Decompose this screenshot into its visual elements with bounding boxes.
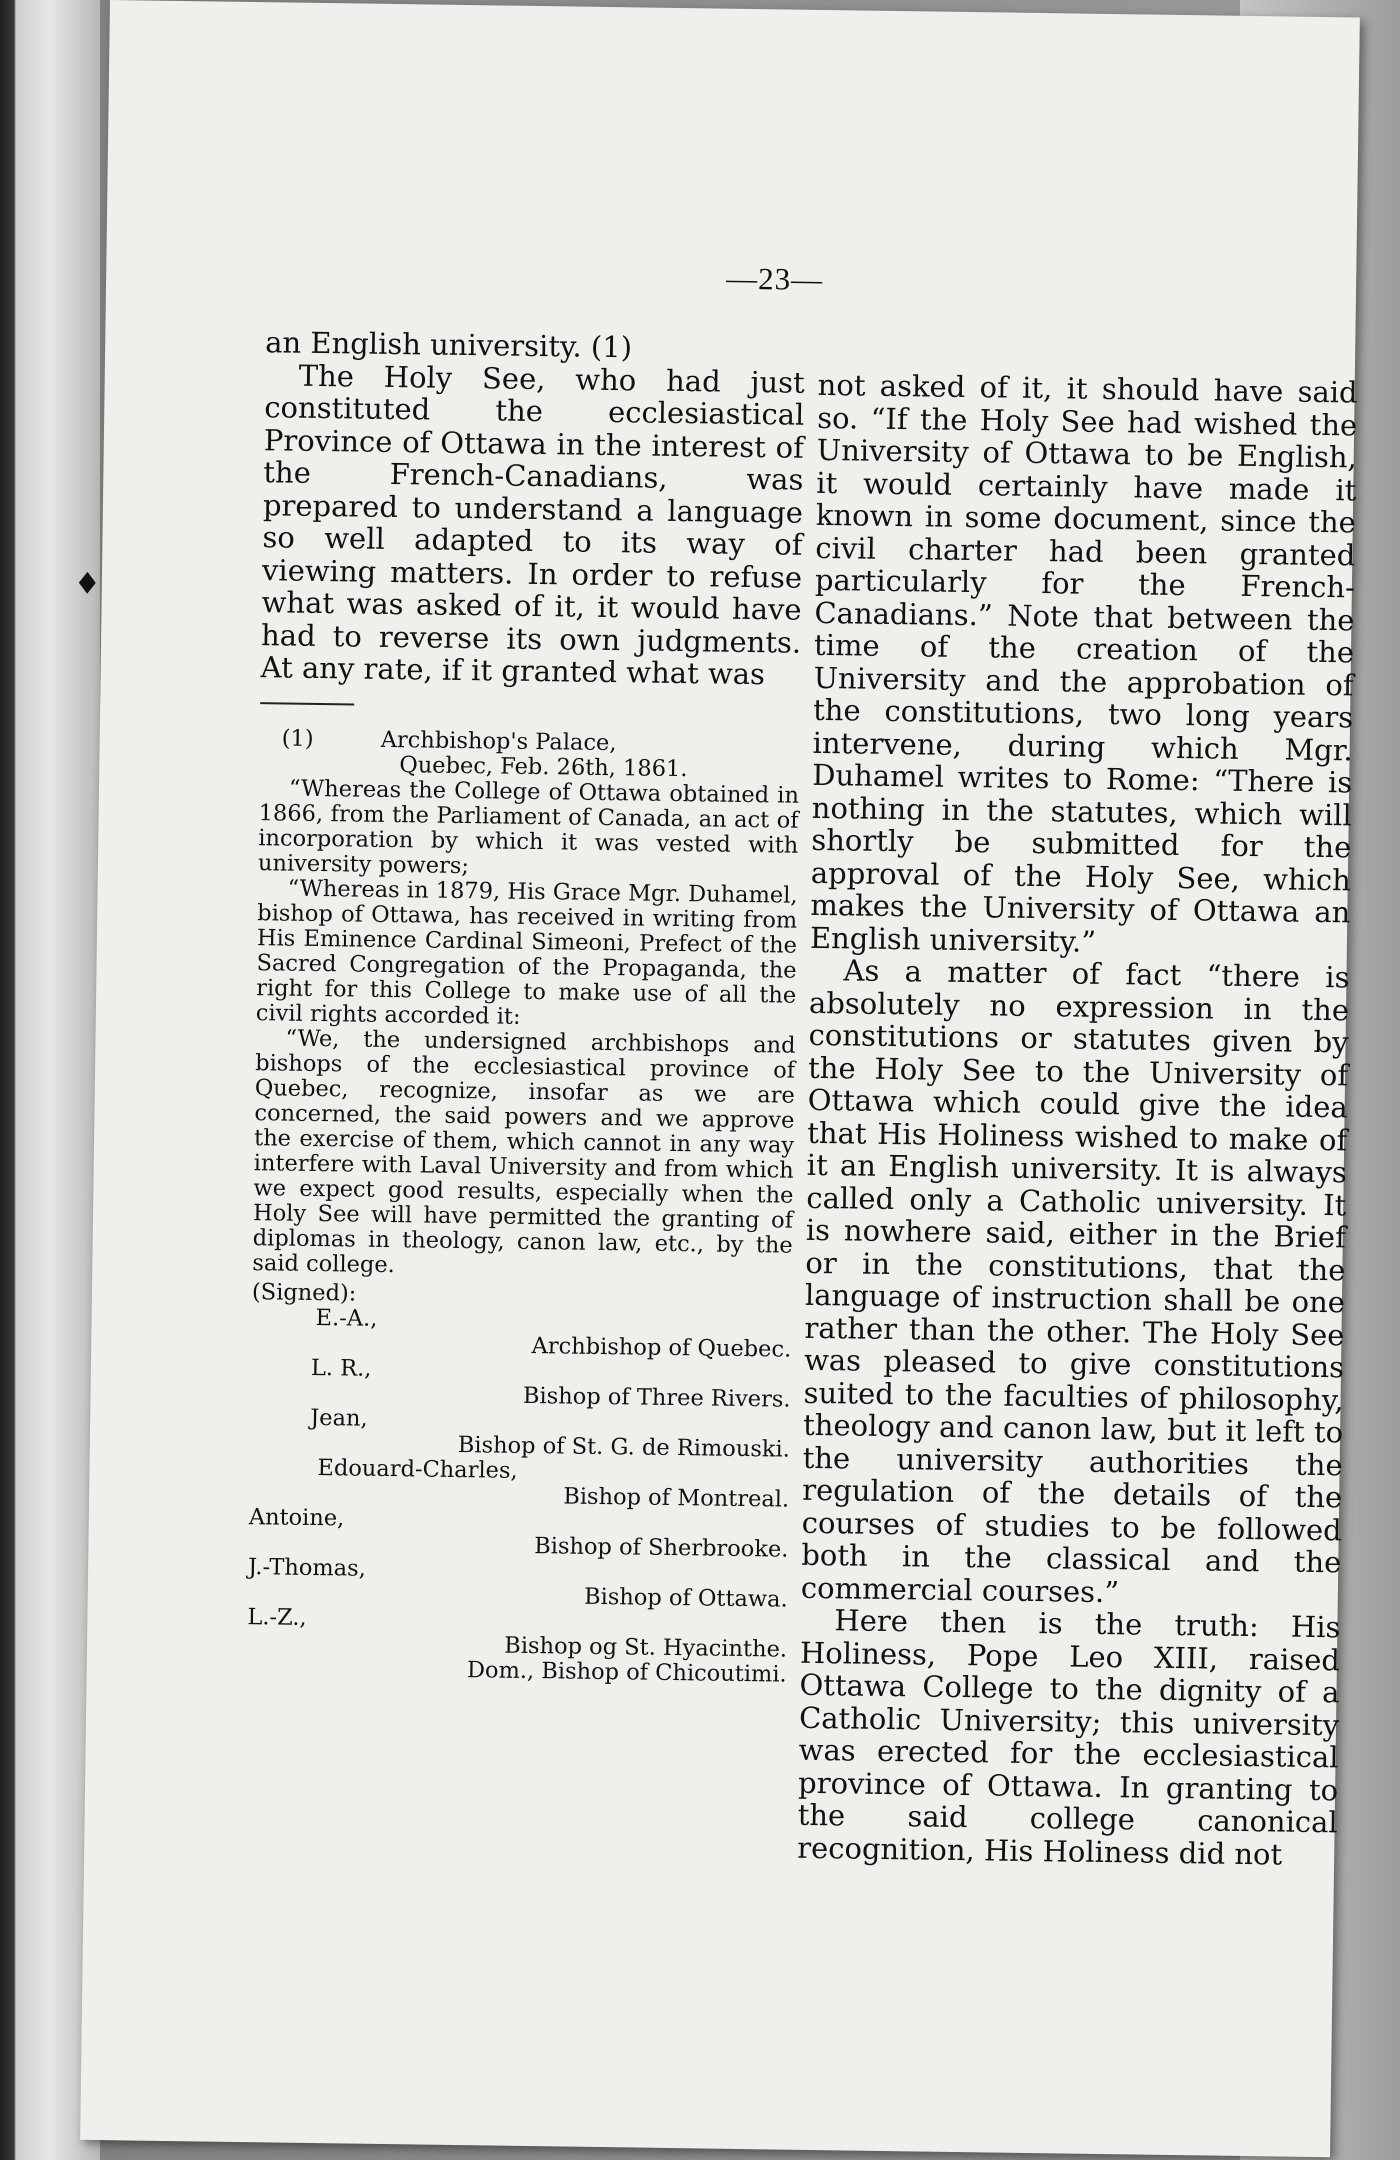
signature-name: Jean, xyxy=(310,1404,368,1432)
signature-title: Bishop of Sherbrooke. xyxy=(534,1532,789,1563)
signature-title: Bishop of St. G. de Rimouski. xyxy=(457,1431,791,1463)
signature-name: E.-A., xyxy=(315,1304,378,1332)
signature xyxy=(248,1555,789,1613)
paragraph: The Holy See, who had just constituted the ecclesiastical Province of Ottawa in the interest of the French-Canadians, was prepared to understand a language so well adapted to its way of viewing matters. In order to refuse what was asked of it, it would have had to reverse its own judgments. At any rate, if it granted what was xyxy=(260,358,805,692)
signature xyxy=(250,1405,791,1463)
footnote-date: Quebec, Feb. 26th, 1861. xyxy=(399,751,688,782)
signature-title: Bishop of Ottawa. xyxy=(583,1583,788,1613)
signature-title: Bishop og St. Hyacinthe. xyxy=(504,1632,788,1663)
signature-name: J.-Thomas, xyxy=(247,1553,367,1582)
signature xyxy=(251,1305,792,1363)
footnote-paragraph: “Whereas in 1879, His Grace Mgr. Duhamel, bishop of Ottawa, has received in writing from His Eminence Cardinal Simeoni, Prefect of the Sacred Congregation of the Propaganda, the right for this College to make use of all the civil rights accorded it: xyxy=(255,875,798,1030)
footnote xyxy=(247,726,800,1687)
left-column xyxy=(247,326,806,1687)
footnote-place: Archbishop's Palace, xyxy=(380,726,617,756)
footnote-marker: (1) xyxy=(281,724,314,752)
footnote-paragraph: “We, the undersigned archbishops and bishops of the ecclesiastical province of Quebec, recognize, insofar as we are concerned, the said powers and we approve the exercise of them, which cannot in any way interfere with Laval University and from which we expect good results, especially when the Holy See will have permitted the granting of diplomas in theology, canon law, etc., by the said college. xyxy=(252,1025,796,1278)
signature xyxy=(249,1455,790,1513)
paragraph: As a matter of fact “there is absolutely no expression in the constitutions or statutes given by the Holy See to the University of Ottawa which could give the idea that His Holiness wished to make of it an English university. It is always called only a Catholic university. It is nowhere said, either in the Brief or in the constitutions, that the language of instruction shall be one rather than the other. The Holy See was pleased to give constitutions suited to the faculties of philosophy, theology and canon law, but it left to the university authorities the regulation of the details of the courses of studies to be followed both in the classical and the commercial courses.” xyxy=(800,953,1350,1609)
signature-title: Dom., Bishop of Chicoutimi. xyxy=(466,1656,787,1688)
signed-label: (Signed): xyxy=(251,1278,357,1307)
margin-mark: ♦ xyxy=(73,566,101,602)
page-number: —23— xyxy=(725,260,824,297)
signature-title: Archbishop of Quebec. xyxy=(531,1332,792,1363)
book-page xyxy=(73,0,1360,2157)
signature xyxy=(250,1355,791,1413)
right-column xyxy=(797,369,1358,1871)
signature xyxy=(247,1605,788,1663)
paragraph: not asked of it, it should have said so. “If the Holy See had wished the University of Ottawa to be English, it would certainly have made it known in some document, since the civil charter had been granted particularly for the French-Canadians.” Note that between the time of the creation of the University and the approbation of the constitutions, two long years intervene, during which Mgr. Duhamel writes to Rome: “There is nothing in the statutes, which will shortly be submitted for the approval of the Holy See, which makes the University of Ottawa an English university.” xyxy=(809,367,1358,959)
signature-name: L.-Z., xyxy=(247,1603,307,1631)
paragraph: an English university. (1) xyxy=(264,325,633,365)
signature-name: Edouard-Charles, xyxy=(317,1454,518,1484)
signature xyxy=(248,1505,789,1563)
paragraph: Here then is the truth: His Holiness, Pope Leo XIII, raised Ottawa College to the dignity of a Catholic University; this university was erected for the ecclesiastical province of Ottawa. In granting to the said college canonical recognition, His Holiness did not xyxy=(797,1603,1341,1872)
signature-name: L. R., xyxy=(310,1354,372,1382)
signature-title: Bishop of Three Rivers. xyxy=(522,1382,791,1413)
signature-name: Antoine, xyxy=(248,1503,345,1531)
footnote-rule xyxy=(260,702,354,705)
signature-title: Bishop of Montreal. xyxy=(563,1482,790,1513)
footnote-paragraph: “Whereas the College of Ottawa obtained in 1866, from the Parliament of Canada, an act of incorporation by which it was vested with university powers; xyxy=(257,775,800,879)
